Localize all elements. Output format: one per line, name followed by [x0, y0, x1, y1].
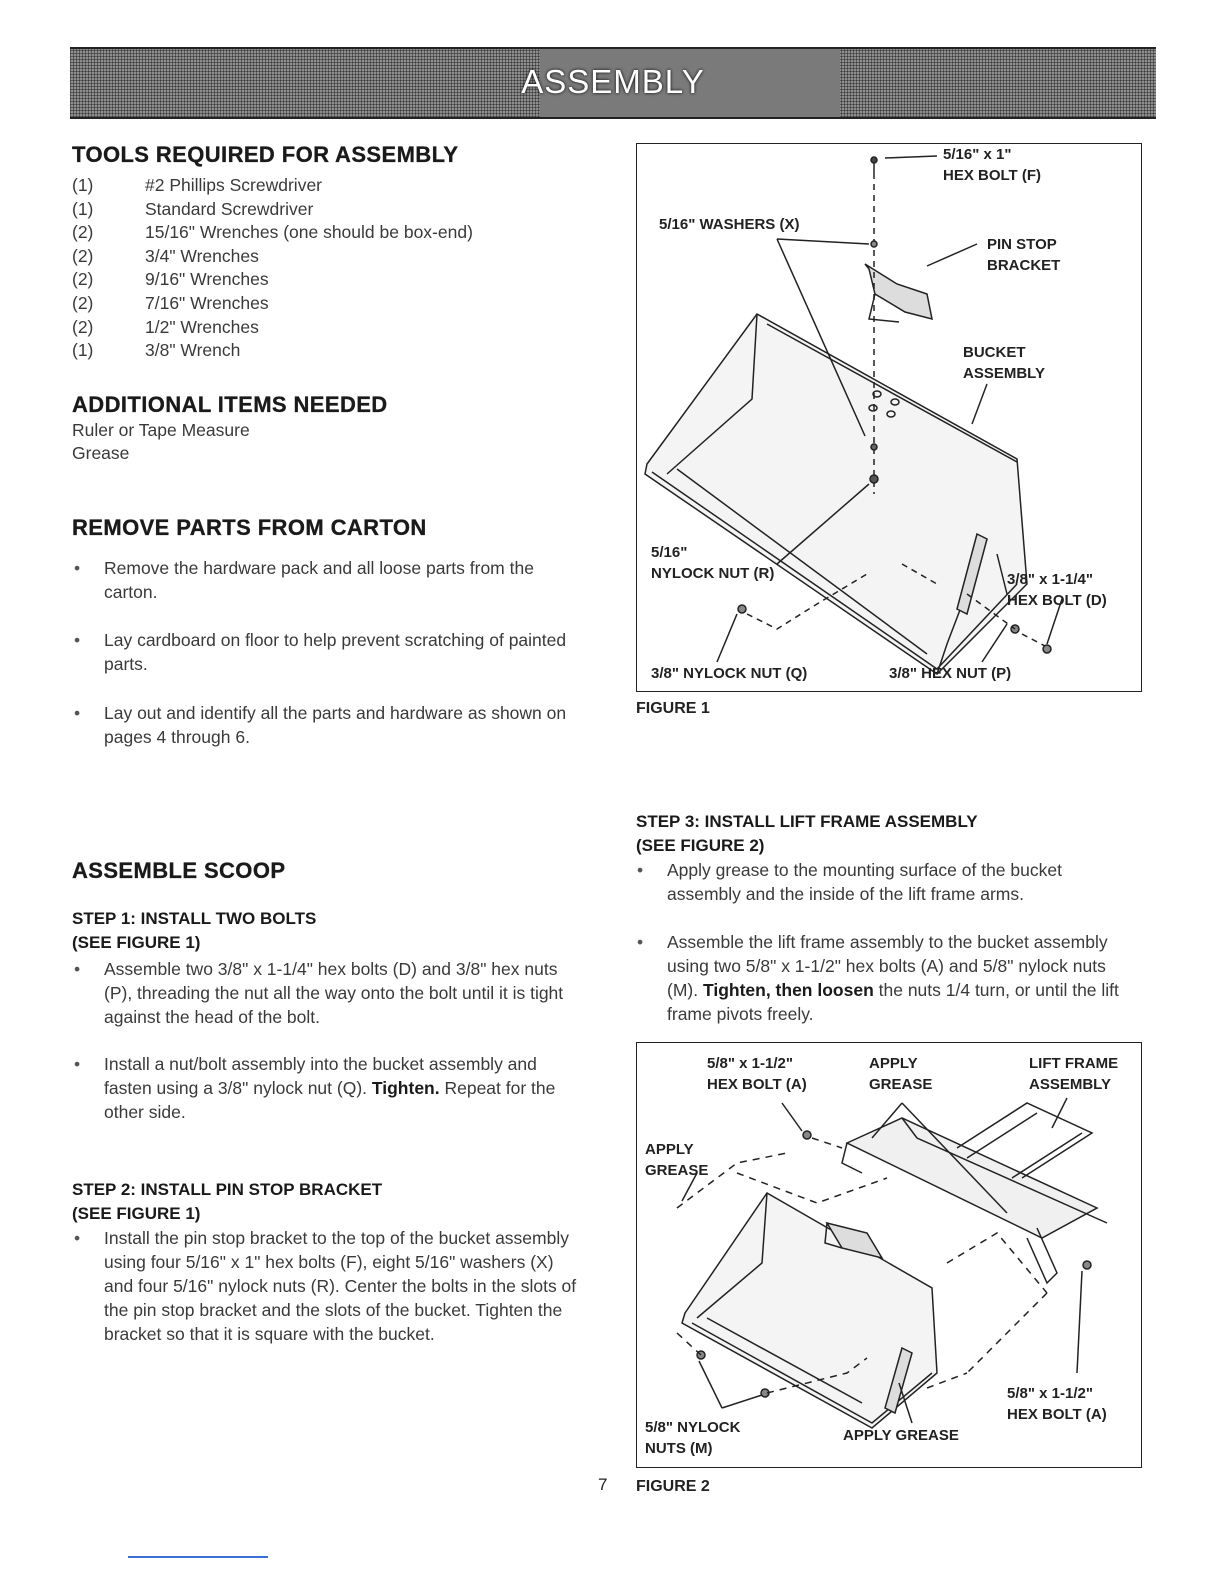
tool-item: [72, 246, 552, 268]
remove-bullet: • Remove the hardware pack and all loose parts from the carton.: [104, 556, 574, 604]
label-apply-grease-left: APPLY GREASE: [645, 1141, 709, 1179]
step3-bullet: • Assemble the lift frame assembly to the bucket assembly using two 5/8" x 1-1/2" hex bolts (A) and 5/8" nylock nuts (M). Tighten, then loosen the nuts 1/4 turn, or until the lift frame pivots freely.: [667, 930, 1137, 1026]
tool-qty: (2): [72, 269, 94, 290]
label-nylock-nut-q: 3/8" NYLOCK NUT (Q): [651, 665, 808, 682]
tool-item: [72, 293, 552, 315]
tool-desc: 1/2" Wrenches: [145, 316, 259, 337]
label-hex-bolt-f: 5/16" x 1" HEX BOLT (F): [943, 146, 1042, 184]
step1-bullet: • Install a nut/bolt assembly into the bucket assembly and fasten using a 3/8" nylock nut (Q). Tighten. Repeat for the other side.: [104, 1052, 574, 1124]
figure-2-caption: FIGURE 2: [636, 1478, 710, 1495]
scoop-heading: ASSEMBLE SCOOP: [72, 858, 286, 883]
tool-qty: (2): [72, 222, 94, 243]
tool-desc: 3/4" Wrenches: [145, 245, 259, 266]
tool-qty: (1): [72, 340, 94, 361]
additional-heading: ADDITIONAL ITEMS NEEDED: [72, 392, 388, 417]
label-hex-nut-p: 3/8" HEX NUT (P): [889, 665, 1012, 682]
tool-desc: 3/8" Wrench: [145, 340, 241, 361]
tool-qty: (1): [72, 198, 94, 219]
figure-2: [636, 1042, 1142, 1468]
tool-item: [72, 317, 552, 339]
figure-1-caption: FIGURE 1: [636, 700, 710, 717]
step3-bullet: • Apply grease to the mounting surface of the bucket assembly and the inside of the lift frame arms.: [667, 858, 1137, 906]
label-hex-bolt-a-top: 5/8" x 1-1/2" HEX BOLT (A): [707, 1055, 807, 1093]
label-pin-stop-bracket: PIN STOP BRACKET: [987, 236, 1061, 274]
label-lift-frame-assembly: LIFT FRAME ASSEMBLY: [1029, 1055, 1119, 1093]
footer-line: [128, 1556, 268, 1558]
label-apply-grease-top: APPLY GREASE: [869, 1055, 933, 1093]
banner-title: ASSEMBLY: [521, 63, 705, 100]
label-hex-bolt-d: 3/8" x 1-1/4" HEX BOLT (D): [1007, 571, 1107, 609]
label-hex-bolt-a-right: 5/8" x 1-1/2" HEX BOLT (A): [1007, 1385, 1107, 1423]
step2-bullet: • Install the pin stop bracket to the top of the bucket assembly using four 5/16" x 1" hex bolts (F), eight 5/16" washers (X) and four 5/16" nylock nuts (R). Center the bolts in the slots of the pin stop bracket and the slots of the bucket. Tighten the bracket so that it is square with the bucket.: [104, 1226, 579, 1346]
tool-qty: (2): [72, 245, 94, 266]
tool-desc: 7/16" Wrenches: [145, 293, 269, 313]
step3-title: STEP 3: INSTALL LIFT FRAME ASSEMBLY: [636, 812, 978, 831]
section-banner: [70, 47, 1156, 119]
page-number: 7: [598, 1475, 608, 1494]
step1-ref: (SEE FIGURE 1): [72, 933, 201, 952]
remove-heading: REMOVE PARTS FROM CARTON: [72, 515, 427, 540]
label-nylock-nut-r: 5/16" NYLOCK NUT (R): [651, 544, 775, 582]
remove-bullet: • Lay out and identify all the parts and hardware as shown on pages 4 through 6.: [104, 701, 574, 749]
step1-title: STEP 1: INSTALL TWO BOLTS: [72, 909, 317, 928]
step2-ref: (SEE FIGURE 1): [72, 1204, 201, 1223]
additional-item: Ruler or Tape Measure: [72, 420, 250, 440]
tool-item: [72, 222, 552, 244]
tool-desc: 15/16" Wrenches (one should be box-end): [145, 222, 473, 243]
tool-qty: (1): [72, 175, 94, 195]
tool-item: [72, 269, 552, 291]
remove-bullet: • Lay cardboard on floor to help prevent scratching of painted parts.: [104, 628, 574, 676]
tool-item: [72, 340, 552, 362]
tool-desc: 9/16" Wrenches: [145, 269, 269, 290]
tools-heading: TOOLS REQUIRED FOR ASSEMBLY: [72, 142, 459, 167]
step2-title: STEP 2: INSTALL PIN STOP BRACKET: [72, 1180, 383, 1199]
tool-item: [72, 175, 552, 197]
tool-desc: Standard Screwdriver: [145, 198, 314, 219]
tool-desc: #2 Phillips Screwdriver: [145, 175, 323, 195]
label-washers: 5/16" WASHERS (X): [659, 216, 800, 233]
tool-qty: (2): [72, 293, 94, 313]
additional-item: Grease: [72, 443, 130, 463]
label-bucket-assembly: BUCKET ASSEMBLY: [963, 344, 1045, 382]
tool-item: [72, 199, 552, 221]
label-nylock-nuts-m: 5/8" NYLOCK NUTS (M): [645, 1419, 741, 1457]
step1-bullet: • Assemble two 3/8" x 1-1/4" hex bolts (D) and 3/8" hex nuts (P), threading the nut all the way onto the bolt until it is tight against the head of the bolt.: [104, 957, 579, 1029]
label-apply-grease-bottom: APPLY GREASE: [843, 1427, 959, 1444]
step3-ref: (SEE FIGURE 2): [636, 836, 765, 855]
figure-1: [636, 143, 1142, 692]
tool-qty: (2): [72, 316, 94, 337]
